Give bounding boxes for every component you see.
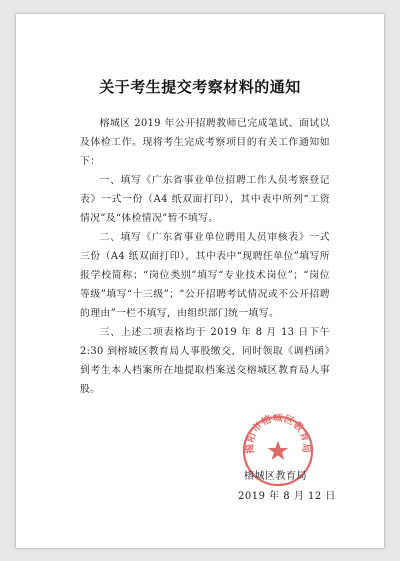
seal-star (268, 441, 289, 460)
signature-organization: 榕城区教育局 (244, 471, 307, 482)
paragraph-item-3: 三、上述二项表格均于 2019 年 8 月 13 日下午 2:30 到榕城区教育局人事股缴交，同时领取《调档函》到考生本人档案所在地提取档案送交榕城区教育局人事股。 (80, 327, 330, 395)
paragraph-item-2: 二、填写《广东省事业单位聘用人员审核表》一式三份（A4 纸双面打印），其中表中“现聘任单位”填写所报学校简称；“岗位类别”填写“专业技术岗位”；“岗位等级”填写“十三级”；“公开招聘考试情况或不公开招聘的理由”一栏不填写，由组织部门统一填写。 (80, 232, 330, 319)
document-page (16, 14, 384, 548)
signature-date: 2019 年 8 月 12 日 (238, 491, 336, 502)
paragraph-intro: 榕城区 2019 年公开招聘教师已完成笔试、面试以及体检工作。现将考生完成考察项目的有关工作通知如下： (80, 118, 330, 167)
paragraph-item-1: 一、填写《广东省事业单位招聘工作人员考察登记表》一式一份（A4 纸双面打印），其中表中所列“工资情况”及“体检情况”暂不填写。 (80, 175, 330, 224)
seal-text: 揭阳市榕城区教育局 (244, 414, 312, 455)
document-body (80, 114, 330, 399)
document-title: 关于考生提交考察材料的通知 (99, 78, 301, 96)
